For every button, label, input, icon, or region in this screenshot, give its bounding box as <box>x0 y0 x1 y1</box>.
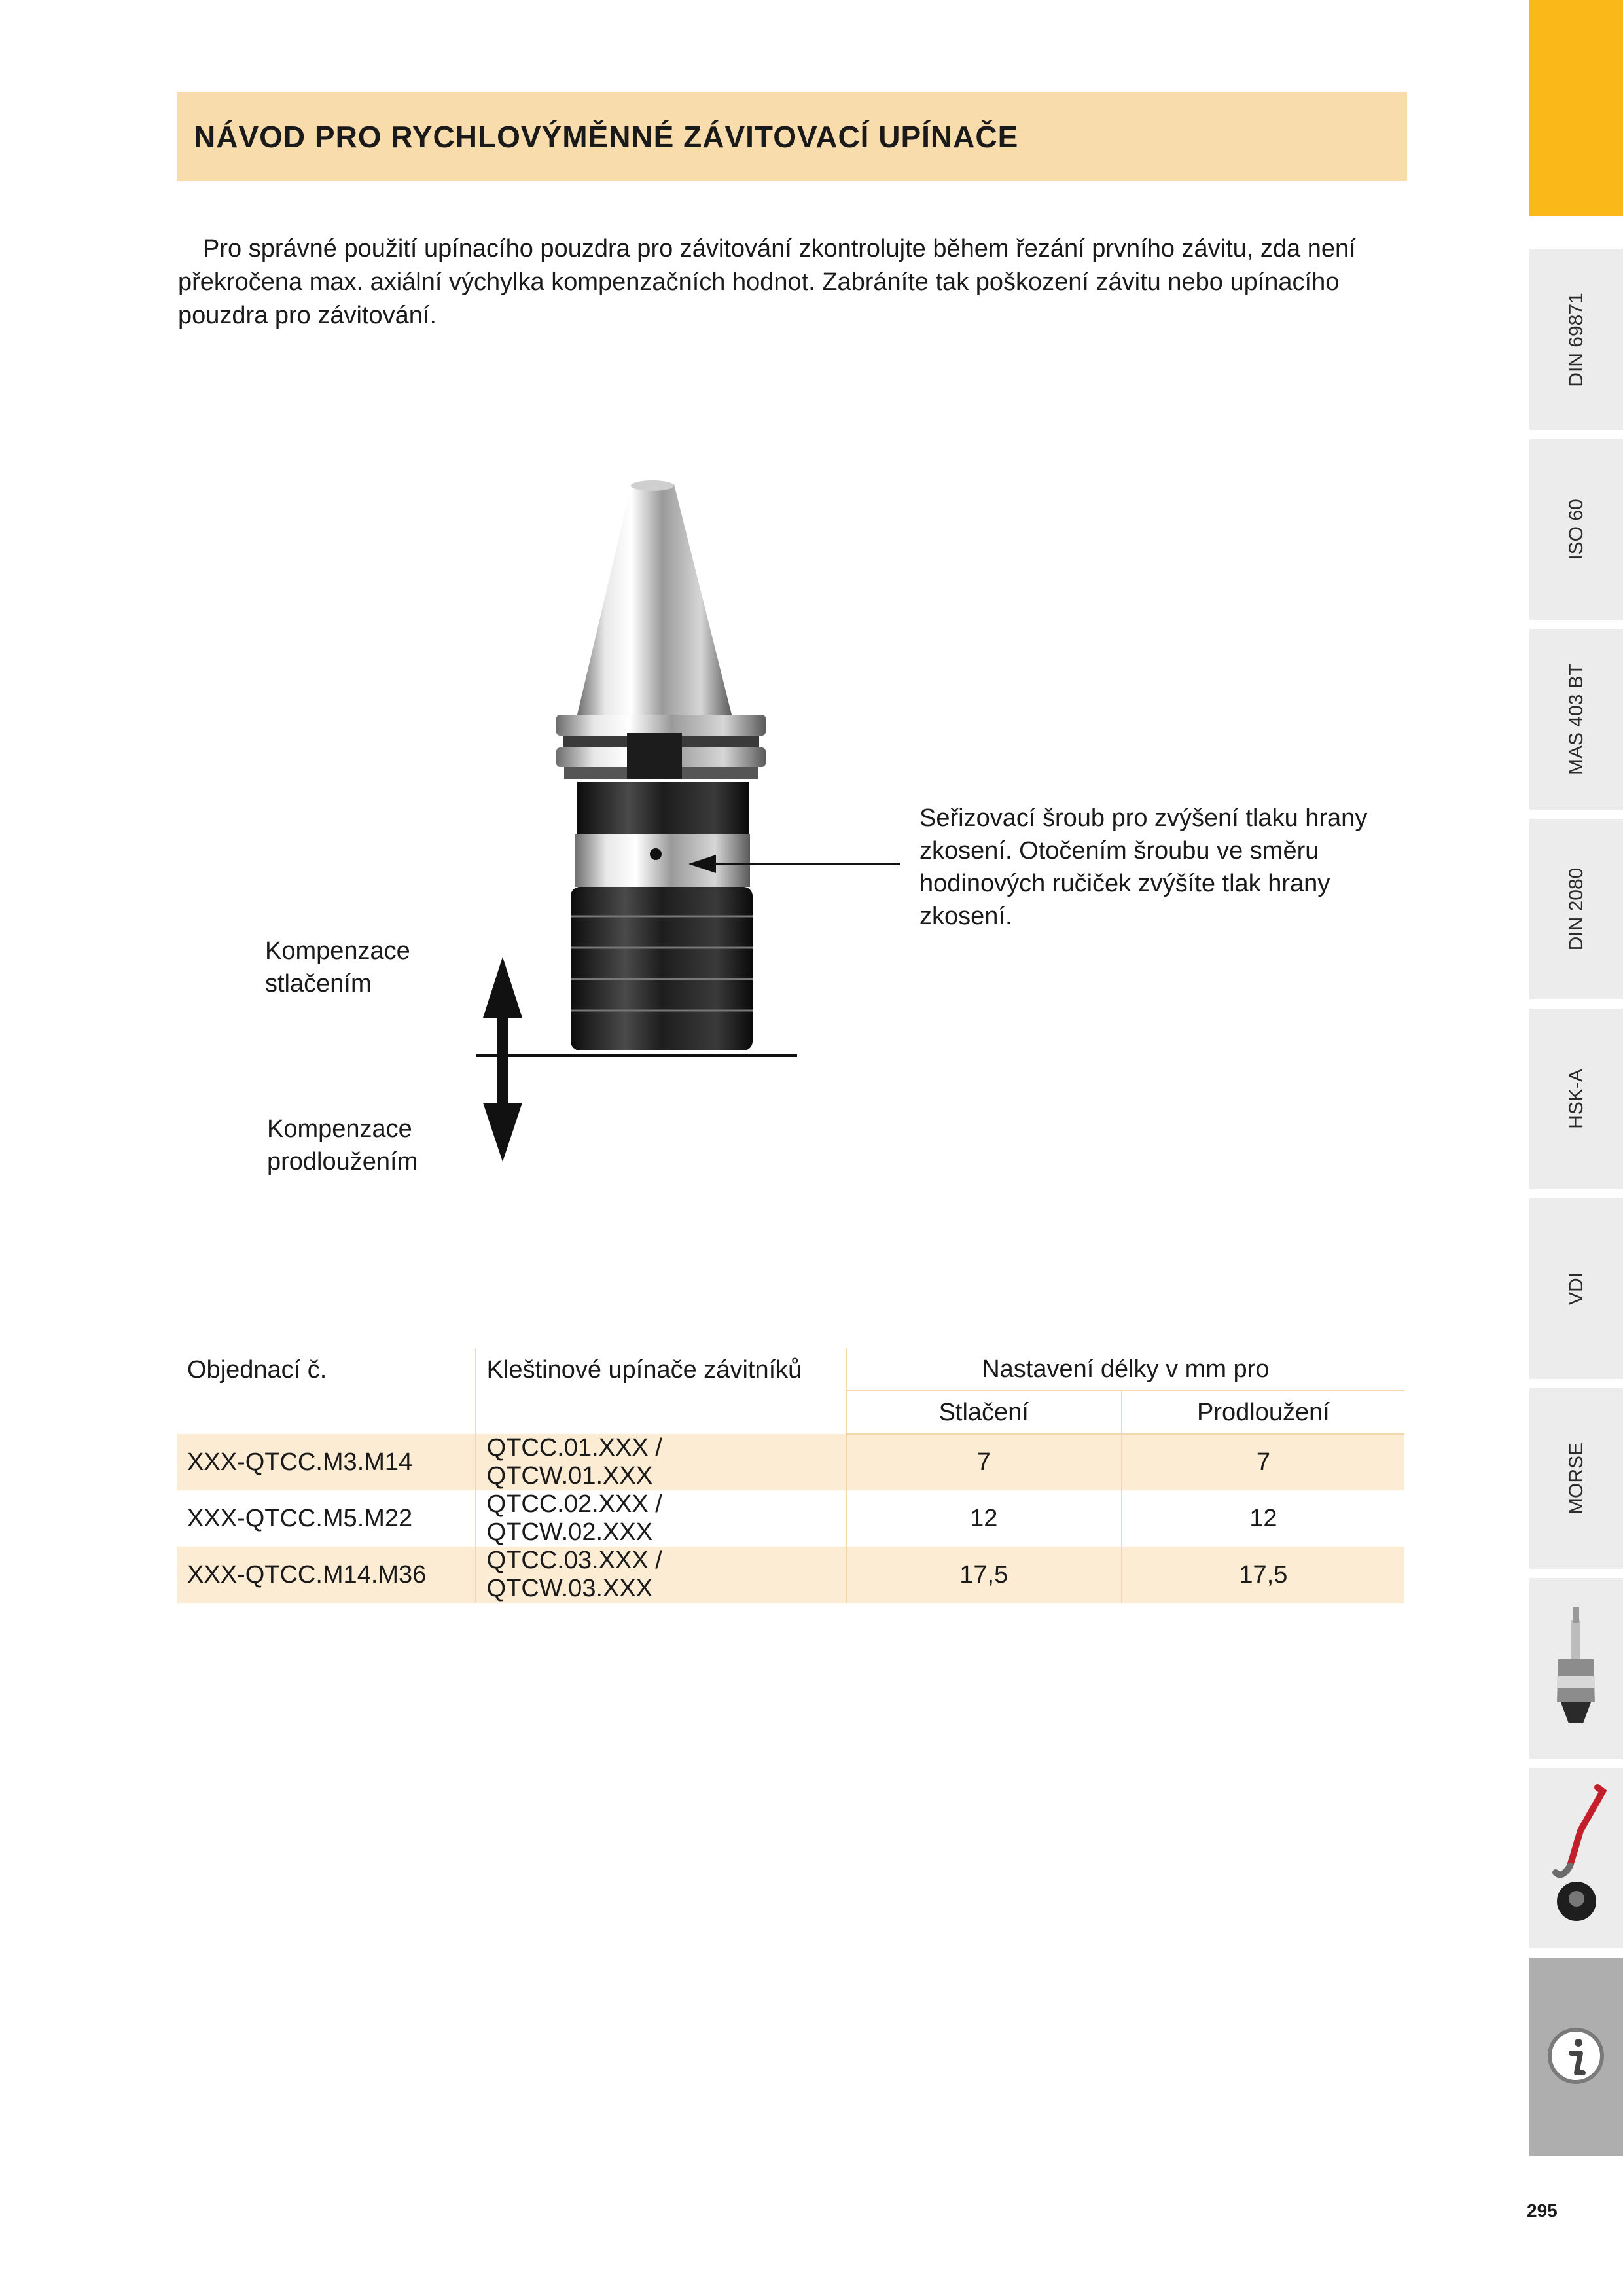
compress-cell: 12 <box>846 1490 1122 1547</box>
sidebar-accent-tab <box>1529 0 1623 216</box>
tab-iso-60[interactable] <box>1529 435 1623 620</box>
tab-label: MORSE <box>1565 1442 1587 1515</box>
tab-wrench-nut[interactable] <box>1529 1764 1623 1948</box>
table-header-row <box>177 1348 1404 1391</box>
wrench-nut-icon <box>1529 1768 1623 1952</box>
drill-chuck-icon <box>1529 1578 1623 1763</box>
tab-hsk-a[interactable] <box>1529 1005 1623 1189</box>
order-cell: XXX-QTCC.M3.M14 <box>177 1434 476 1490</box>
table-row <box>177 1490 1404 1547</box>
screw-pointer-arrow <box>688 855 900 873</box>
table-row <box>177 1434 1404 1490</box>
order-cell: XXX-QTCC.M5.M22 <box>187 1504 413 1532</box>
compress-cell: 7 <box>846 1434 1122 1490</box>
collet-cell: QTCC.01.XXX / QTCW.01.XXX <box>476 1434 846 1490</box>
extend-cell: 17,5 <box>1122 1547 1404 1603</box>
tab-label: ISO 60 <box>1565 499 1587 560</box>
header-extend: Prodloužení <box>1122 1391 1404 1434</box>
tab-info[interactable] <box>1529 1954 1623 2156</box>
tab-label: MAS 403 BT <box>1565 663 1587 776</box>
tab-label: DIN 2080 <box>1565 867 1587 951</box>
intro-paragraph: Pro správné použití upínacího pouzdra pro závitování zkontrolujte během řezání prvního závitu, zda není překročena max. axiální výchylka kompenzačních hodnot. Zabráníte tak poškození závitu nebo upínacího pouzdra pro závitování. <box>178 235 1356 329</box>
compression-caption: Kompenzace stlačením <box>265 937 410 997</box>
compress-cell: 17,5 <box>846 1547 1122 1603</box>
tool-holder-illustration <box>556 480 766 1050</box>
header-compress: Stlačení <box>846 1391 1122 1434</box>
tab-drill-chuck[interactable] <box>1529 1574 1623 1759</box>
tab-din-2080[interactable] <box>1529 815 1623 999</box>
title-bar <box>177 92 1407 181</box>
tab-label: HSK-A <box>1565 1069 1587 1129</box>
header-length-group: Nastavení délky v mm pro <box>846 1348 1404 1391</box>
sidebar <box>1529 0 1623 2156</box>
tab-morse[interactable] <box>1529 1384 1623 1569</box>
screw-caption: Seřizovací šroub pro zvýšení tlaku hrany zkosení. Otočením šroubu ve směru hodinových ručiček zvýšíte tlak hrany zkosení. <box>919 804 1368 930</box>
header-collets: Kleštinové upínače závitníků <box>476 1348 846 1434</box>
tab-din-69871[interactable] <box>1529 245 1623 430</box>
extend-cell: 7 <box>1122 1434 1404 1490</box>
extend-cell: 12 <box>1122 1490 1404 1547</box>
info-icon <box>1529 1958 1623 2160</box>
tab-vdi[interactable] <box>1529 1194 1623 1379</box>
page-number: 295 <box>1527 2200 1558 2221</box>
tab-label: VDI <box>1565 1272 1587 1306</box>
tab-mas-403-bt[interactable] <box>1529 625 1623 810</box>
spec-table <box>177 1348 1404 1603</box>
collet-cell: QTCC.03.XXX / QTCW.03.XXX <box>476 1547 846 1603</box>
order-cell: XXX-QTCC.M14.M36 <box>177 1547 476 1603</box>
page-title: NÁVOD PRO RYCHLOVÝMĚNNÉ ZÁVITOVACÍ UPÍNAČE <box>194 119 1019 154</box>
collet-cell: QTCC.02.XXX / QTCW.02.XXX <box>476 1490 846 1547</box>
header-order-no: Objednací č. <box>187 1356 327 1384</box>
extension-caption: Kompenzace prodloužením <box>267 1115 418 1175</box>
table-row <box>177 1547 1404 1603</box>
tab-label: DIN 69871 <box>1565 293 1587 387</box>
